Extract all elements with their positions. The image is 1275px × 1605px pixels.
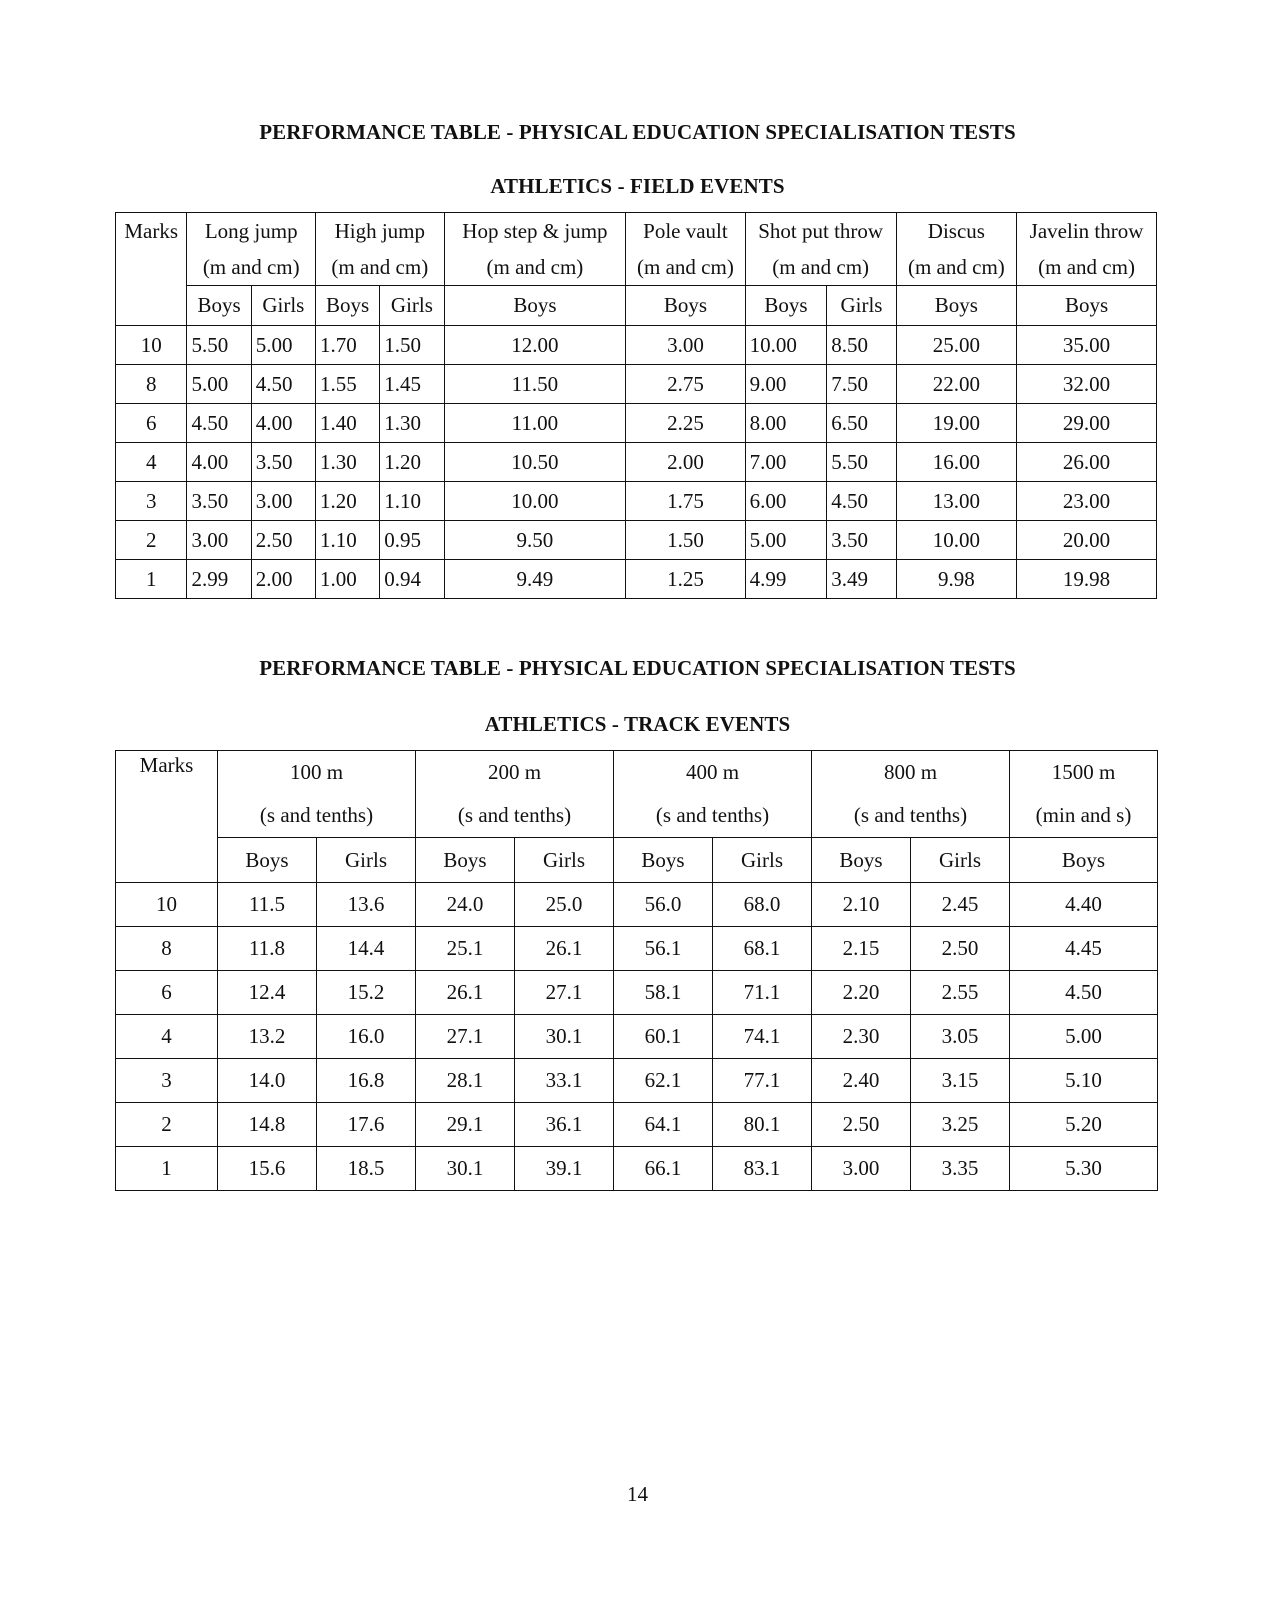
- marks-cell: 8: [116, 927, 218, 971]
- value-cell: 2.45: [911, 883, 1010, 927]
- value-cell: 11.50: [444, 365, 626, 404]
- value-cell: 3.00: [251, 482, 315, 521]
- value-cell: 1.55: [316, 365, 380, 404]
- value-cell: 1.45: [380, 365, 444, 404]
- value-cell: 33.1: [515, 1059, 614, 1103]
- value-cell: 2.00: [626, 443, 745, 482]
- value-cell: 0.94: [380, 560, 444, 599]
- value-cell: 66.1: [614, 1147, 713, 1191]
- value-cell: 1.20: [380, 443, 444, 482]
- track-table-subtitle: ATHLETICS - TRACK EVENTS: [484, 712, 791, 736]
- value-cell: 27.1: [515, 971, 614, 1015]
- value-cell: 1.40: [316, 404, 380, 443]
- value-cell: 10.00: [444, 482, 626, 521]
- group-label: Boys: [614, 838, 713, 883]
- value-cell: 3.50: [251, 443, 315, 482]
- track-header-unit-row: [116, 795, 1158, 838]
- marks-header: Marks: [116, 213, 187, 250]
- value-cell: 13.6: [317, 883, 416, 927]
- value-cell: 56.0: [614, 883, 713, 927]
- value-cell: 2.20: [812, 971, 911, 1015]
- event-unit: (s and tenths): [218, 795, 416, 838]
- value-cell: 58.1: [614, 971, 713, 1015]
- group-label: Girls: [317, 838, 416, 883]
- value-cell: 35.00: [1017, 326, 1157, 365]
- marks-cell: 2: [116, 521, 187, 560]
- value-cell: 4.40: [1010, 883, 1158, 927]
- table-row: [116, 482, 1157, 521]
- value-cell: 29.00: [1017, 404, 1157, 443]
- value-cell: 3.00: [626, 326, 745, 365]
- value-cell: 26.1: [416, 971, 515, 1015]
- event-name: Shot put throw: [745, 213, 896, 250]
- value-cell: 4.50: [187, 404, 251, 443]
- value-cell: 1.75: [626, 482, 745, 521]
- event-name: Pole vault: [626, 213, 745, 250]
- value-cell: 5.30: [1010, 1147, 1158, 1191]
- value-cell: 2.99: [187, 560, 251, 599]
- value-cell: 24.0: [416, 883, 515, 927]
- value-cell: 1.30: [316, 443, 380, 482]
- table-row: [116, 521, 1157, 560]
- value-cell: 5.00: [745, 521, 827, 560]
- marks-cell: 6: [116, 971, 218, 1015]
- event-name: 100 m: [218, 751, 416, 795]
- group-label: Girls: [251, 286, 315, 326]
- value-cell: 1.10: [316, 521, 380, 560]
- table-row: [116, 927, 1158, 971]
- value-cell: 7.00: [745, 443, 827, 482]
- table-row: [116, 443, 1157, 482]
- table-row: [116, 560, 1157, 599]
- value-cell: 11.00: [444, 404, 626, 443]
- value-cell: 1.20: [316, 482, 380, 521]
- value-cell: 4.50: [1010, 971, 1158, 1015]
- value-cell: 1.25: [626, 560, 745, 599]
- group-label: Boys: [444, 286, 626, 326]
- value-cell: 3.35: [911, 1147, 1010, 1191]
- value-cell: 62.1: [614, 1059, 713, 1103]
- event-name: High jump: [316, 213, 445, 250]
- table-row: [116, 971, 1158, 1015]
- event-name: Discus: [896, 213, 1016, 250]
- group-label: Boys: [1010, 838, 1158, 883]
- value-cell: 4.00: [251, 404, 315, 443]
- value-cell: 25.00: [896, 326, 1016, 365]
- event-unit: (m and cm): [444, 250, 626, 286]
- group-label: Girls: [380, 286, 444, 326]
- table-row: [116, 1059, 1158, 1103]
- group-label: Boys: [218, 838, 317, 883]
- value-cell: 6.50: [827, 404, 896, 443]
- marks-cell: 4: [116, 1015, 218, 1059]
- value-cell: 2.10: [812, 883, 911, 927]
- event-unit: (s and tenths): [812, 795, 1010, 838]
- value-cell: 1.70: [316, 326, 380, 365]
- value-cell: 11.5: [218, 883, 317, 927]
- value-cell: 2.50: [812, 1103, 911, 1147]
- marks-cell: 1: [116, 560, 187, 599]
- value-cell: 25.1: [416, 927, 515, 971]
- value-cell: 1.50: [380, 326, 444, 365]
- value-cell: 5.00: [251, 326, 315, 365]
- field-header-group-row: [116, 286, 1157, 326]
- value-cell: 13.2: [218, 1015, 317, 1059]
- value-cell: 74.1: [713, 1015, 812, 1059]
- marks-cell: 8: [116, 365, 187, 404]
- value-cell: 1.00: [316, 560, 380, 599]
- event-name: Long jump: [187, 213, 316, 250]
- value-cell: 77.1: [713, 1059, 812, 1103]
- value-cell: 3.00: [187, 521, 251, 560]
- value-cell: 9.50: [444, 521, 626, 560]
- value-cell: 2.40: [812, 1059, 911, 1103]
- value-cell: 4.99: [745, 560, 827, 599]
- group-label: Boys: [812, 838, 911, 883]
- value-cell: 22.00: [896, 365, 1016, 404]
- page-number: 14: [627, 1482, 648, 1506]
- value-cell: 28.1: [416, 1059, 515, 1103]
- value-cell: 5.00: [1010, 1015, 1158, 1059]
- group-label: Girls: [911, 838, 1010, 883]
- value-cell: 3.05: [911, 1015, 1010, 1059]
- value-cell: 36.1: [515, 1103, 614, 1147]
- value-cell: 23.00: [1017, 482, 1157, 521]
- value-cell: 5.20: [1010, 1103, 1158, 1147]
- value-cell: 3.50: [827, 521, 896, 560]
- value-cell: 27.1: [416, 1015, 515, 1059]
- value-cell: 5.50: [827, 443, 896, 482]
- value-cell: 32.00: [1017, 365, 1157, 404]
- group-label: Boys: [626, 286, 745, 326]
- value-cell: 4.50: [827, 482, 896, 521]
- value-cell: 64.1: [614, 1103, 713, 1147]
- group-label: Boys: [187, 286, 251, 326]
- marks-cell: 2: [116, 1103, 218, 1147]
- track-table-title: PERFORMANCE TABLE - PHYSICAL EDUCATION SPECIALISATION TESTS: [259, 656, 1016, 680]
- value-cell: 18.5: [317, 1147, 416, 1191]
- value-cell: 1.30: [380, 404, 444, 443]
- value-cell: 71.1: [713, 971, 812, 1015]
- event-unit: (m and cm): [626, 250, 745, 286]
- table-row: [116, 1147, 1158, 1191]
- value-cell: 16.8: [317, 1059, 416, 1103]
- value-cell: 17.6: [317, 1103, 416, 1147]
- value-cell: 9.00: [745, 365, 827, 404]
- table-row: [116, 404, 1157, 443]
- value-cell: 1.10: [380, 482, 444, 521]
- value-cell: 6.00: [745, 482, 827, 521]
- event-name: Hop step & jump: [444, 213, 626, 250]
- value-cell: 11.8: [218, 927, 317, 971]
- value-cell: 25.0: [515, 883, 614, 927]
- event-unit: (s and tenths): [614, 795, 812, 838]
- event-unit: (m and cm): [1017, 250, 1157, 286]
- value-cell: 68.0: [713, 883, 812, 927]
- value-cell: 4.00: [187, 443, 251, 482]
- value-cell: 30.1: [515, 1015, 614, 1059]
- value-cell: 2.50: [251, 521, 315, 560]
- event-name: 1500 m: [1010, 751, 1158, 795]
- group-label: Girls: [713, 838, 812, 883]
- value-cell: 7.50: [827, 365, 896, 404]
- field-table-title: PERFORMANCE TABLE - PHYSICAL EDUCATION SPECIALISATION TESTS: [259, 120, 1016, 144]
- value-cell: 5.10: [1010, 1059, 1158, 1103]
- value-cell: 29.1: [416, 1103, 515, 1147]
- value-cell: 16.0: [317, 1015, 416, 1059]
- value-cell: 8.00: [745, 404, 827, 443]
- event-unit: (m and cm): [896, 250, 1016, 286]
- value-cell: 10.00: [896, 521, 1016, 560]
- field-table-subtitle: ATHLETICS - FIELD EVENTS: [490, 174, 785, 198]
- value-cell: 26.00: [1017, 443, 1157, 482]
- marks-cell: 1: [116, 1147, 218, 1191]
- track-header-event-row: [116, 751, 1158, 795]
- group-label: Boys: [416, 838, 515, 883]
- marks-cell: 4: [116, 443, 187, 482]
- value-cell: 30.1: [416, 1147, 515, 1191]
- value-cell: 2.15: [812, 927, 911, 971]
- table-row: [116, 365, 1157, 404]
- value-cell: 14.8: [218, 1103, 317, 1147]
- value-cell: 12.4: [218, 971, 317, 1015]
- value-cell: 39.1: [515, 1147, 614, 1191]
- value-cell: 16.00: [896, 443, 1016, 482]
- group-label: Girls: [515, 838, 614, 883]
- value-cell: 2.55: [911, 971, 1010, 1015]
- value-cell: 2.75: [626, 365, 745, 404]
- group-label: Boys: [896, 286, 1016, 326]
- value-cell: 3.50: [187, 482, 251, 521]
- value-cell: 3.15: [911, 1059, 1010, 1103]
- value-cell: 9.49: [444, 560, 626, 599]
- table-row: [116, 883, 1158, 927]
- value-cell: 3.25: [911, 1103, 1010, 1147]
- group-label: Girls: [827, 286, 896, 326]
- value-cell: 8.50: [827, 326, 896, 365]
- value-cell: 1.50: [626, 521, 745, 560]
- value-cell: 10.00: [745, 326, 827, 365]
- event-name: 200 m: [416, 751, 614, 795]
- value-cell: 5.50: [187, 326, 251, 365]
- group-label: Boys: [1017, 286, 1157, 326]
- value-cell: 68.1: [713, 927, 812, 971]
- event-unit: (m and cm): [316, 250, 445, 286]
- value-cell: 2.30: [812, 1015, 911, 1059]
- marks-cell: 10: [116, 326, 187, 365]
- track-events-table: [115, 750, 1158, 1191]
- value-cell: 15.6: [218, 1147, 317, 1191]
- value-cell: 19.98: [1017, 560, 1157, 599]
- value-cell: 2.25: [626, 404, 745, 443]
- value-cell: 20.00: [1017, 521, 1157, 560]
- value-cell: 14.4: [317, 927, 416, 971]
- event-name: 800 m: [812, 751, 1010, 795]
- value-cell: 26.1: [515, 927, 614, 971]
- value-cell: 13.00: [896, 482, 1016, 521]
- table-row: [116, 1015, 1158, 1059]
- marks-header: Marks: [116, 751, 218, 795]
- value-cell: 15.2: [317, 971, 416, 1015]
- field-header-unit-row: [116, 250, 1157, 286]
- marks-cell: 10: [116, 883, 218, 927]
- value-cell: 14.0: [218, 1059, 317, 1103]
- value-cell: 60.1: [614, 1015, 713, 1059]
- value-cell: 83.1: [713, 1147, 812, 1191]
- table-row: [116, 326, 1157, 365]
- event-unit: (min and s): [1010, 795, 1158, 838]
- value-cell: 2.50: [911, 927, 1010, 971]
- event-unit: (m and cm): [187, 250, 316, 286]
- value-cell: 10.50: [444, 443, 626, 482]
- value-cell: 3.00: [812, 1147, 911, 1191]
- field-events-table: [115, 212, 1157, 599]
- group-label: Boys: [316, 286, 380, 326]
- event-name: 400 m: [614, 751, 812, 795]
- value-cell: 4.50: [251, 365, 315, 404]
- event-unit: (s and tenths): [416, 795, 614, 838]
- track-header-group-row: [116, 838, 1158, 883]
- value-cell: 19.00: [896, 404, 1016, 443]
- value-cell: 56.1: [614, 927, 713, 971]
- value-cell: 12.00: [444, 326, 626, 365]
- value-cell: 5.00: [187, 365, 251, 404]
- value-cell: 3.49: [827, 560, 896, 599]
- value-cell: 2.00: [251, 560, 315, 599]
- field-header-event-row: [116, 213, 1157, 250]
- event-unit: (m and cm): [745, 250, 896, 286]
- marks-cell: 6: [116, 404, 187, 443]
- marks-cell: 3: [116, 1059, 218, 1103]
- value-cell: 80.1: [713, 1103, 812, 1147]
- value-cell: 9.98: [896, 560, 1016, 599]
- marks-cell: 3: [116, 482, 187, 521]
- event-name: Javelin throw: [1017, 213, 1157, 250]
- table-row: [116, 1103, 1158, 1147]
- value-cell: 4.45: [1010, 927, 1158, 971]
- group-label: Boys: [745, 286, 827, 326]
- value-cell: 0.95: [380, 521, 444, 560]
